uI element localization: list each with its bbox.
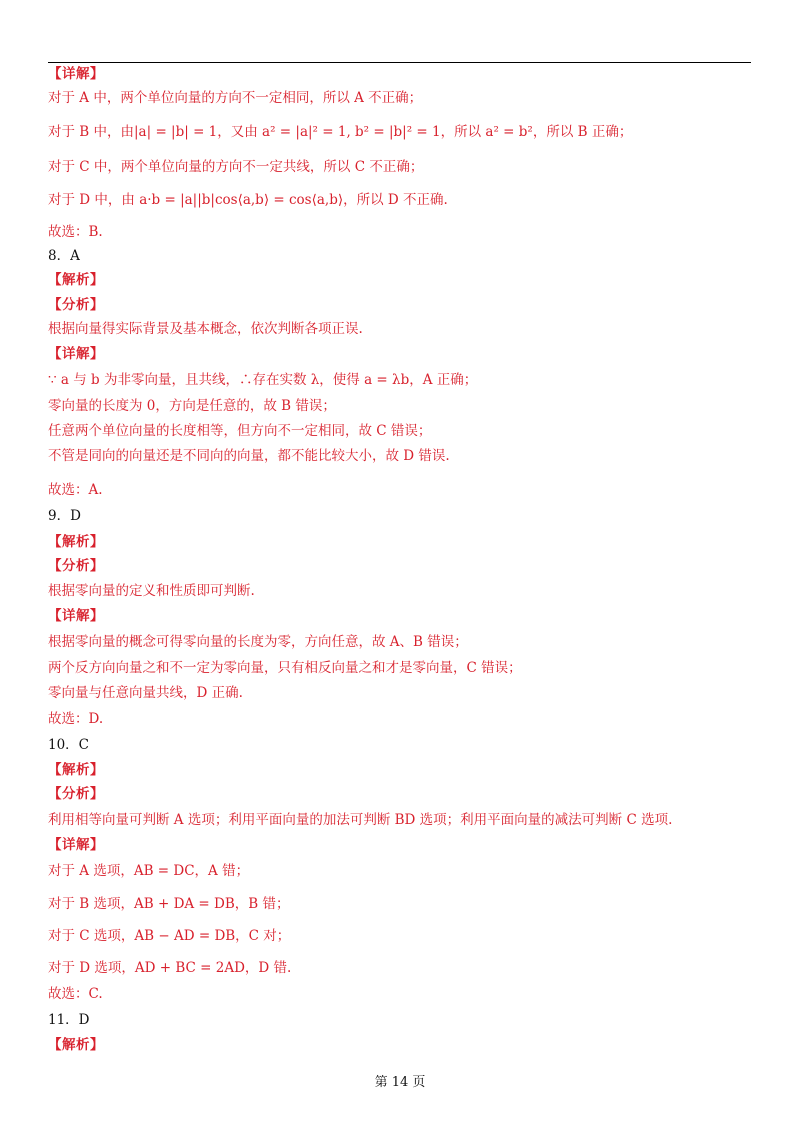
q9-number: 9．D — [48, 508, 81, 524]
q9-fenxi-tag: 【分析】 — [48, 558, 104, 574]
q9-jiexi-tag: 【解析】 — [48, 534, 104, 550]
q7-line-a: 对于 A 中，两个单位向量的方向不一定相同，所以 A 不正确； — [48, 90, 423, 106]
q9-analysis: 根据零向量的定义和性质即可判断. — [48, 583, 255, 599]
q10-line-b: 对于 B 选项，AB + DA = DB，B 错； — [48, 896, 290, 912]
q10-answer: 故选：C. — [48, 986, 103, 1002]
q10-jiexi-tag: 【解析】 — [48, 762, 104, 778]
q9-line-1: 根据零向量的概念可得零向量的长度为零，方向任意，故 A、B 错误； — [48, 634, 468, 650]
page-number: 第 14 页 — [374, 1075, 426, 1090]
q11-number: 11．D — [48, 1012, 90, 1028]
q10-xiangjie-tag: 【详解】 — [48, 837, 104, 853]
q7-answer: 故选：B. — [48, 224, 103, 240]
q10-line-d: 对于 D 选项，AD + BC = 2AD，D 错. — [48, 960, 292, 976]
q7-line-b: 对于 B 中，由|a| = |b| = 1，又由 a² = |a|² = 1, b² = |b|² = 1，所以 a² = b²，所以 B 正确； — [48, 124, 633, 140]
q10-line-a: 对于 A 选项，AB = DC，A 错； — [48, 863, 250, 879]
q9-answer: 故选：D. — [48, 711, 104, 727]
q8-fenxi-tag: 【分析】 — [48, 297, 104, 313]
q11-jiexi-tag: 【解析】 — [48, 1037, 104, 1053]
q8-number: 8．A — [48, 248, 80, 264]
q8-analysis: 根据向量得实际背景及基本概念，依次判断各项正误. — [48, 321, 363, 337]
q8-xiangjie-tag: 【详解】 — [48, 346, 104, 362]
section-tag-xiangjie: 【详解】 — [48, 66, 104, 82]
q8-line-3: 任意两个单位向量的长度相等，但方向不一定相同，故 C 错误； — [48, 423, 432, 439]
q10-analysis: 利用相等向量可判断 A 选项；利用平面向量的加法可判断 BD 选项；利用平面向量的减法可判断 C 选项. — [48, 812, 673, 828]
q9-xiangjie-tag: 【详解】 — [48, 608, 104, 624]
header-rule — [48, 62, 751, 63]
q7-line-c: 对于 C 中，两个单位向量的方向不一定共线，所以 C 不正确； — [48, 159, 424, 175]
q10-number: 10．C — [48, 737, 90, 753]
q8-line-2: 零向量的长度为 0，方向是任意的，故 B 错误； — [48, 398, 336, 414]
q10-fenxi-tag: 【分析】 — [48, 786, 104, 802]
q9-line-2: 两个反方向向量之和不一定为零向量，只有相反向量之和才是零向量，C 错误； — [48, 660, 522, 676]
q8-line-4: 不管是同向的向量还是不同向的向量，都不能比较大小，故 D 错误. — [48, 448, 450, 464]
q10-line-c: 对于 C 选项，AB − AD = DB，C 对； — [48, 928, 291, 944]
q8-line-1: ∵ a 与 b 为非零向量，且共线，∴存在实数 λ，使得 a = λb，A 正确； — [48, 372, 478, 388]
q9-line-3: 零向量与任意向量共线，D 正确. — [48, 685, 243, 701]
q8-answer: 故选：A. — [48, 482, 103, 498]
q8-jiexi-tag: 【解析】 — [48, 272, 104, 288]
q7-line-d: 对于 D 中，由 a·b = |a||b|cos⟨a,b⟩ = cos⟨a,b⟩，所以 D 不正确. — [48, 192, 448, 208]
